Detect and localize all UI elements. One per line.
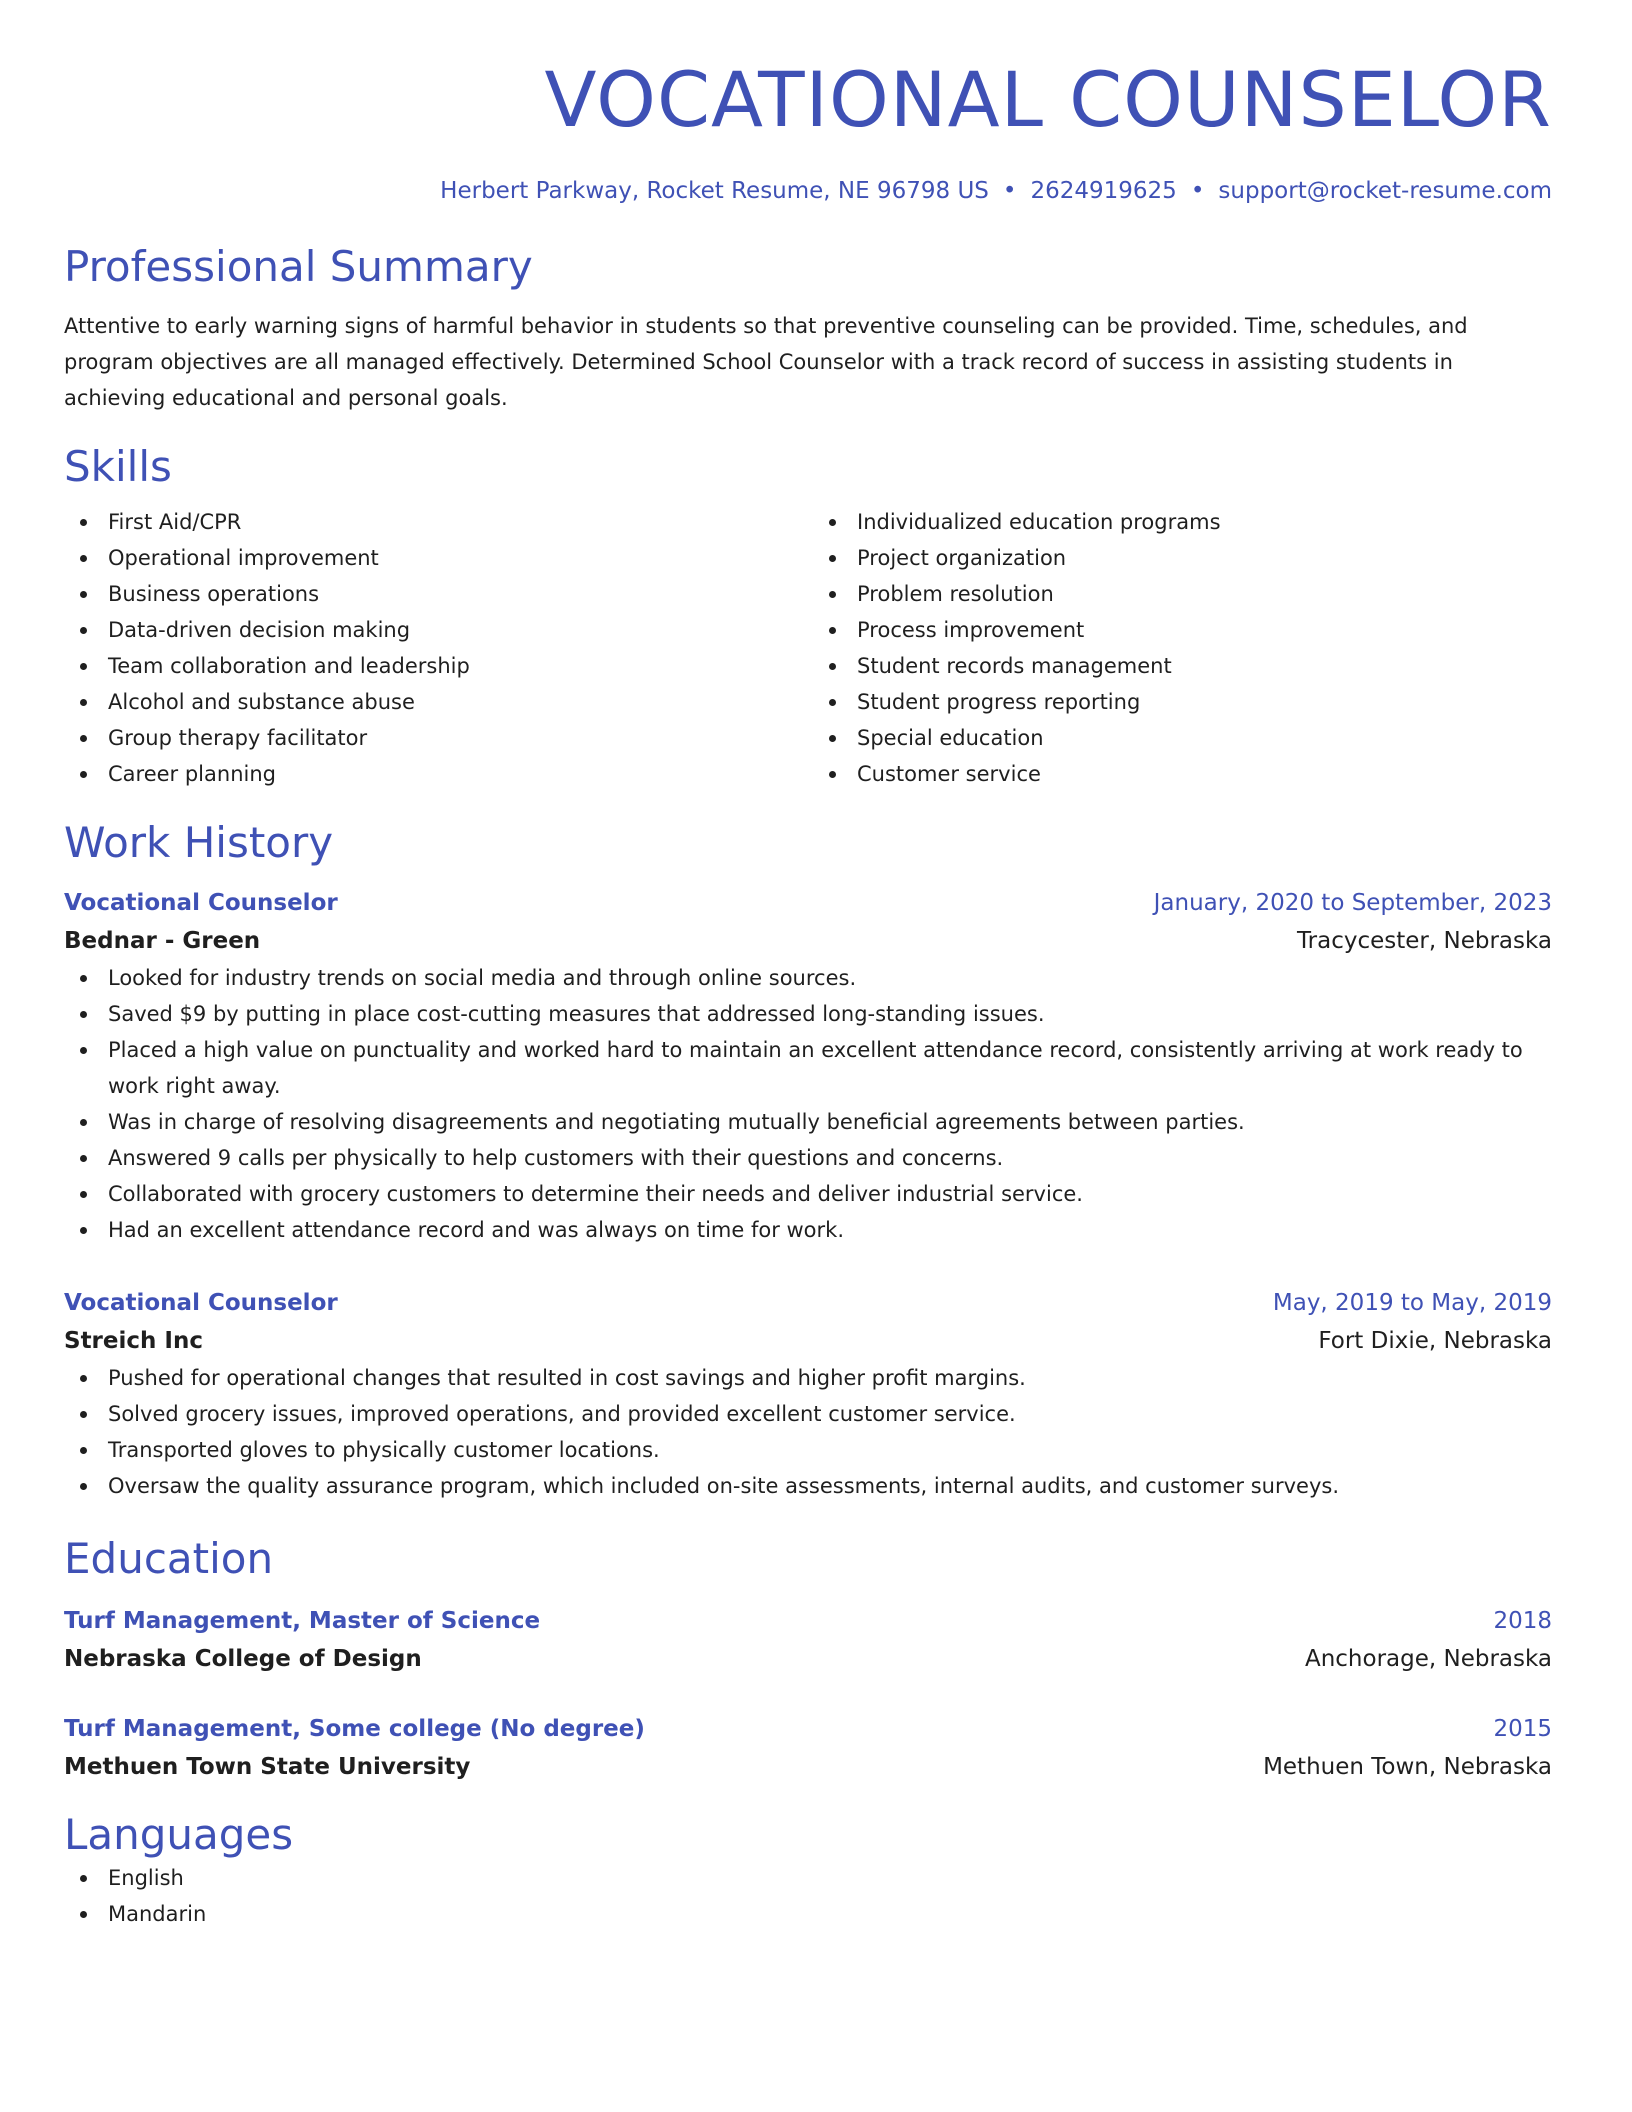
skill-item: Student records management [813, 648, 1552, 684]
job-dates: January, 2020 to September, 2023 [1153, 890, 1552, 916]
skill-item: Special education [813, 720, 1552, 756]
languages-heading: Languages [64, 1810, 294, 1859]
skill-item: Individualized education programs [813, 504, 1552, 540]
language-item: Mandarin [64, 1896, 1552, 1932]
contact-separator: • [1002, 178, 1017, 204]
education-year: 2015 [1493, 1716, 1552, 1742]
job-location: Tracycester, Nebraska [1297, 928, 1552, 954]
job-bullet: Oversaw the quality assurance program, which included on-site assessments, internal audits, and customer surveys. [64, 1468, 1552, 1504]
education-degree: Turf Management, Master of Science [64, 1608, 541, 1634]
candidate-title: VOCATIONAL COUNSELOR [544, 55, 1552, 144]
languages-list [64, 1860, 1552, 1932]
education-location: Methuen Town, Nebraska [1263, 1754, 1552, 1780]
contact-separator: • [1190, 178, 1205, 204]
education-entry [64, 1710, 1552, 1786]
education-school: Nebraska College of Design [64, 1646, 422, 1672]
job-bullets [64, 1360, 1552, 1504]
work-history-heading: Work History [64, 818, 334, 867]
skill-item: Student progress reporting [813, 684, 1552, 720]
summary-heading: Professional Summary [64, 242, 533, 291]
job-bullet: Solved grocery issues, improved operations, and provided excellent customer service. [64, 1396, 1552, 1432]
education-entry [64, 1602, 1552, 1678]
job-company: Streich Inc [64, 1328, 203, 1354]
skills-column-left [64, 504, 803, 792]
skill-item: Career planning [64, 756, 803, 792]
job-bullets [64, 960, 1552, 1248]
skill-item: Process improvement [813, 612, 1552, 648]
job-bullet: Pushed for operational changes that resulted in cost savings and higher profit margins. [64, 1360, 1552, 1396]
skill-item: First Aid/CPR [64, 504, 803, 540]
skill-item: Project organization [813, 540, 1552, 576]
summary-text: Attentive to early warning signs of harmful behavior in students so that preventive counseling can be provided. Time, schedules, and program objectives are all managed effectively. Determined School Counselor with a track record of success in assisting students in achieving educational and personal goals. [64, 314, 1468, 410]
job-bullet: Answered 9 calls per physically to help customers with their questions and concerns. [64, 1140, 1552, 1176]
job-bullet: Looked for industry trends on social media and through online sources. [64, 960, 1552, 996]
contact-line [64, 176, 1552, 206]
job-dates: May, 2019 to May, 2019 [1272, 1290, 1552, 1316]
skill-item: Team collaboration and leadership [64, 648, 803, 684]
language-item: English [64, 1860, 1552, 1896]
education-degree: Turf Management, Some college (No degree) [64, 1716, 645, 1742]
job-title: Vocational Counselor [64, 890, 338, 916]
contact-email: support@rocket-resume.com [1218, 178, 1552, 204]
job-location: Fort Dixie, Nebraska [1318, 1328, 1552, 1354]
skill-item: Data-driven decision making [64, 612, 803, 648]
job-bullet: Had an excellent attendance record and was always on time for work. [64, 1212, 1552, 1248]
contact-address: Herbert Parkway, Rocket Resume, NE 96798 US [440, 178, 989, 204]
skill-item: Customer service [813, 756, 1552, 792]
job-bullet: Collaborated with grocery customers to determine their needs and deliver industrial service. [64, 1176, 1552, 1212]
skill-item: Operational improvement [64, 540, 803, 576]
resume-header [64, 0, 1552, 206]
job-title: Vocational Counselor [64, 1290, 338, 1316]
skill-item: Group therapy facilitator [64, 720, 803, 756]
skill-item: Business operations [64, 576, 803, 612]
education-year: 2018 [1493, 1608, 1552, 1634]
education-school: Methuen Town State University [64, 1754, 471, 1780]
job-entry [64, 884, 1552, 1248]
skills-column-right [803, 504, 1552, 792]
skills-heading: Skills [64, 442, 172, 491]
contact-phone: 2624919625 [1030, 178, 1177, 204]
education-heading: Education [64, 1534, 274, 1583]
skill-item: Problem resolution [813, 576, 1552, 612]
job-entry [64, 1284, 1552, 1504]
skills-grid [64, 504, 1552, 792]
skill-item: Alcohol and substance abuse [64, 684, 803, 720]
job-bullet: Was in charge of resolving disagreements and negotiating mutually beneficial agreements between parties. [64, 1104, 1552, 1140]
job-bullet: Placed a high value on punctuality and worked hard to maintain an excellent attendance record, consistently arriving at work ready to work right away. [64, 1032, 1552, 1104]
job-bullet: Transported gloves to physically customer locations. [64, 1432, 1552, 1468]
job-bullet: Saved $9 by putting in place cost-cutting measures that addressed long-standing issues. [64, 996, 1552, 1032]
education-location: Anchorage, Nebraska [1304, 1646, 1552, 1672]
job-company: Bednar - Green [64, 928, 261, 954]
